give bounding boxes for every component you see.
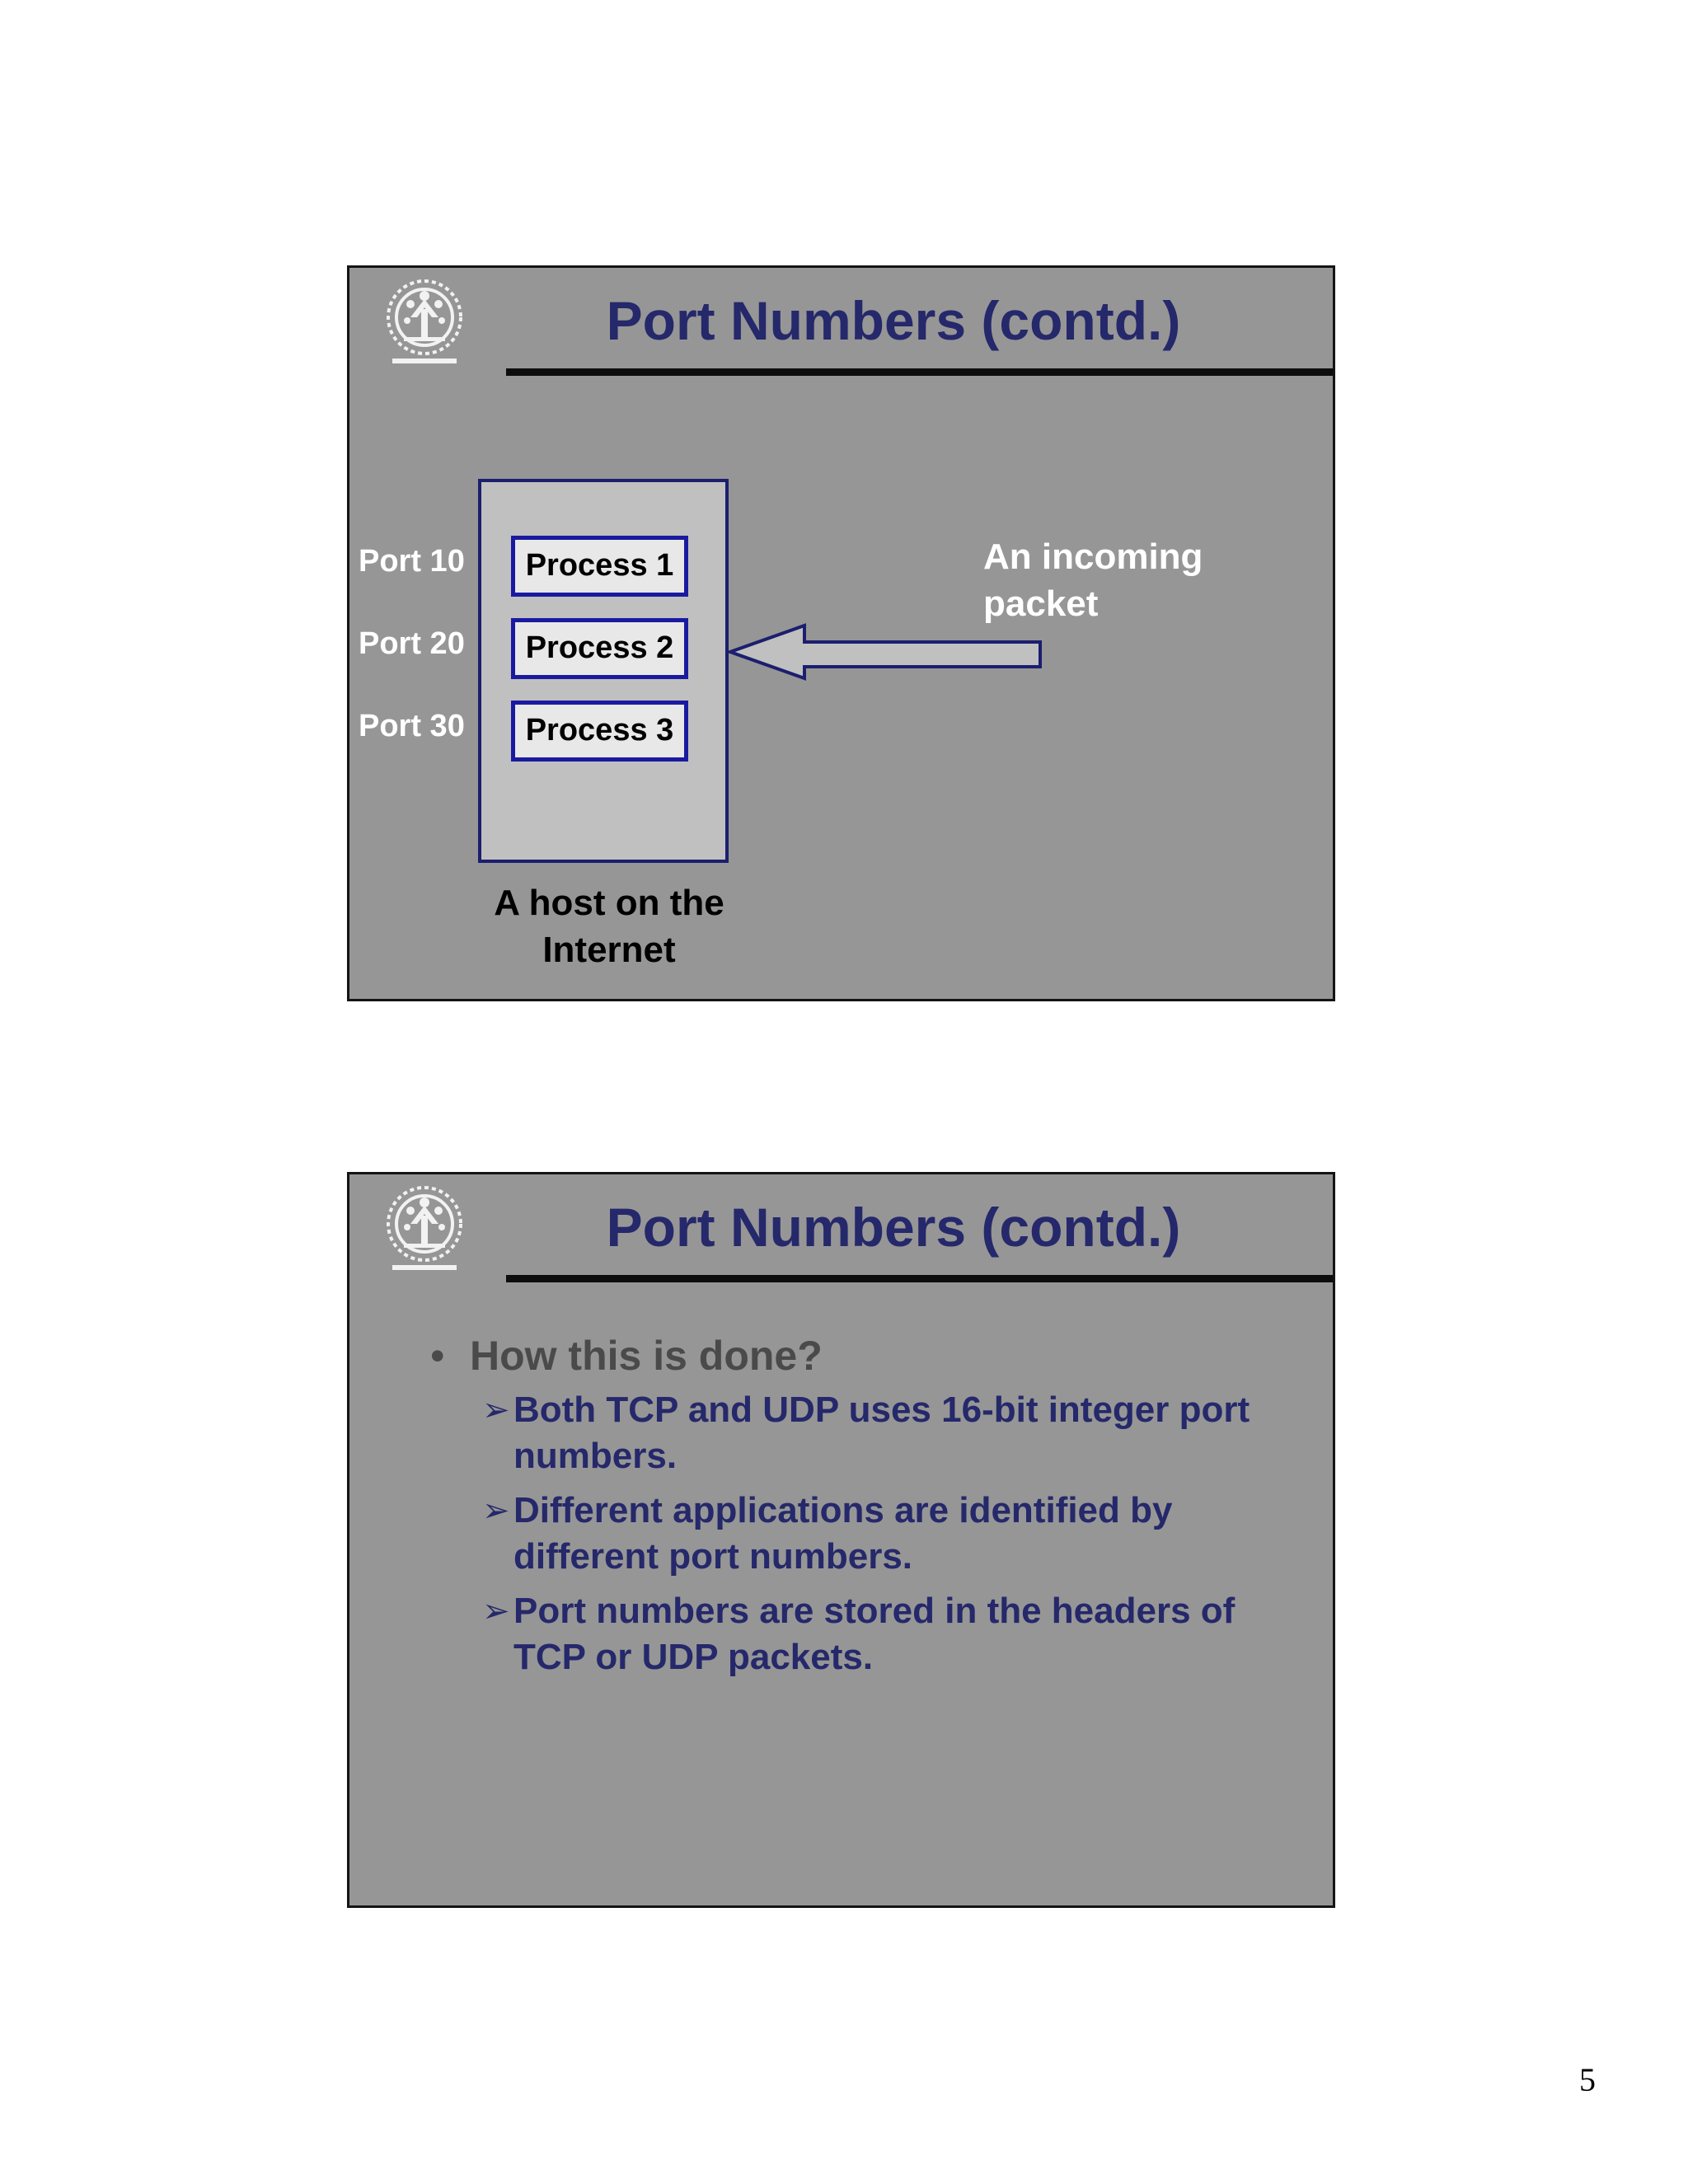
host-caption-line-2: Internet [542, 930, 676, 970]
port-label-30: Port 30 [359, 709, 465, 743]
page-number: 5 [1579, 2061, 1596, 2098]
host-caption-line-1: A host on the [494, 883, 724, 923]
slide-title: Port Numbers (contd.) [606, 290, 1181, 351]
incoming-packet-label [983, 533, 1247, 627]
chevron-right-icon: ➢ [482, 1392, 510, 1428]
slide-1 [347, 265, 1335, 1001]
sub-bullet-text: Different applications are identified by different port numbers. [513, 1490, 1173, 1577]
host-caption [448, 879, 770, 973]
incoming-packet-line-2: packet [983, 583, 1099, 624]
main-bullet-text: How this is done? [470, 1333, 823, 1379]
sub-bullet-text: Both TCP and UDP uses 16-bit integer port numbers. [513, 1390, 1250, 1476]
slide-title: Port Numbers (contd.) [606, 1197, 1181, 1258]
sub-bullet-item [484, 1488, 1275, 1580]
process-box-1: Process 1 [511, 536, 688, 597]
chevron-right-icon: ➢ [482, 1593, 510, 1629]
institute-emblem-icon [374, 271, 475, 372]
title-underline [506, 1275, 1335, 1282]
port-label-20: Port 20 [359, 626, 465, 661]
sub-bullet-list [484, 1387, 1275, 1689]
sub-bullet-item [484, 1588, 1275, 1680]
process-box-2: Process 2 [511, 618, 688, 679]
institute-emblem-icon [374, 1178, 475, 1278]
incoming-packet-line-1: An incoming [983, 537, 1203, 577]
bullet-dot-icon: • [430, 1333, 445, 1379]
main-bullet [430, 1331, 823, 1380]
sub-bullet-item [484, 1387, 1275, 1479]
slide-2 [347, 1172, 1335, 1908]
title-underline [506, 368, 1335, 376]
process-box-3: Process 3 [511, 701, 688, 762]
port-label-10: Port 10 [359, 544, 465, 579]
sub-bullet-text: Port numbers are stored in the headers of TCP or UDP packets. [513, 1591, 1236, 1677]
chevron-right-icon: ➢ [482, 1493, 510, 1529]
left-arrow-icon [727, 622, 1045, 682]
